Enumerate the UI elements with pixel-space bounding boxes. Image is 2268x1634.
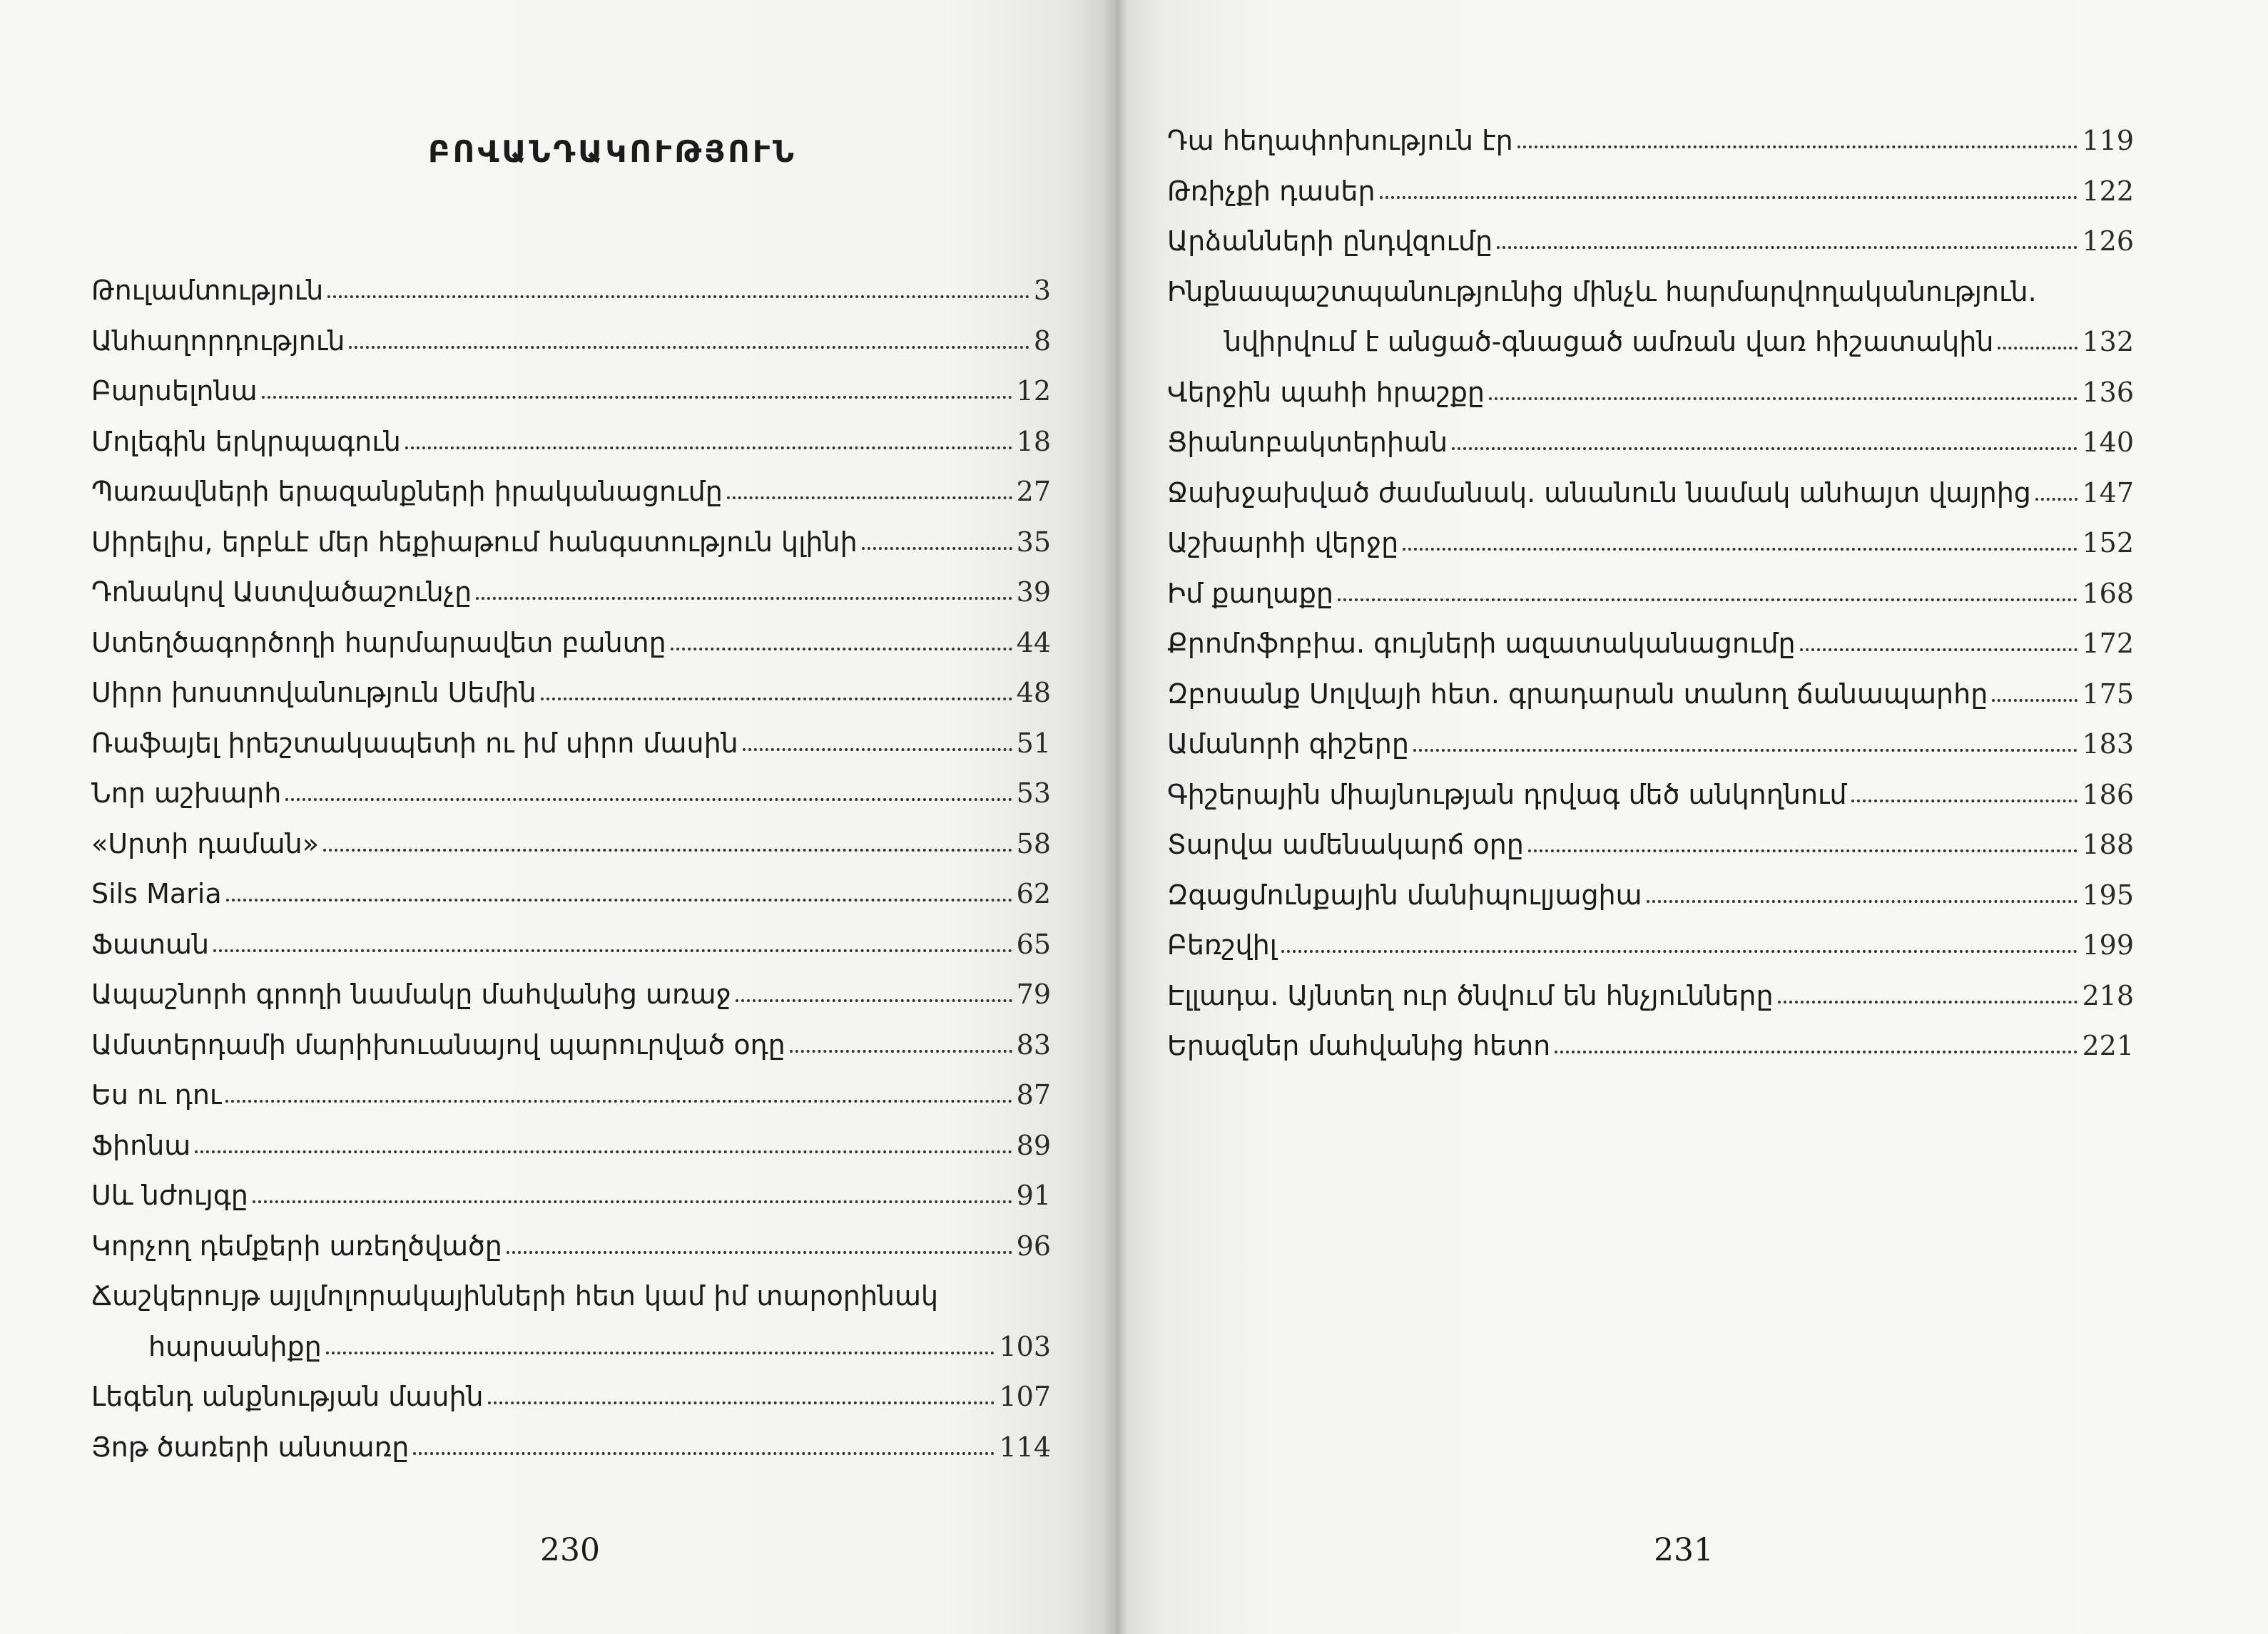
toc-entry <box>91 1271 1051 1322</box>
toc-entry <box>91 768 1051 819</box>
toc-right-list <box>1167 116 2134 1071</box>
toc-entry <box>1167 618 2134 669</box>
dot-leader <box>1778 1001 2078 1004</box>
toc-entry <box>1167 669 2134 720</box>
toc-entry-title: Ցիանոբակտերիան <box>1167 427 1448 458</box>
toc-entry-page: 218 <box>2082 979 2134 1011</box>
toc-entry-page: 103 <box>999 1330 1051 1362</box>
dot-leader <box>671 648 1012 650</box>
dot-leader <box>1998 347 2078 349</box>
dot-leader <box>1647 900 2078 903</box>
toc-entry <box>91 1070 1051 1120</box>
toc-entry-title: Պառավների երազանքների իրականացումը <box>91 476 723 507</box>
toc-entry <box>91 969 1051 1020</box>
toc-entry <box>91 618 1051 668</box>
toc-entry-title: Ես ու դու <box>91 1079 222 1110</box>
toc-entry-page: 147 <box>2082 476 2134 509</box>
toc-entry <box>91 366 1051 417</box>
dot-leader <box>476 597 1012 600</box>
toc-entry <box>1167 468 2134 519</box>
toc-entry <box>91 316 1051 367</box>
toc-entry-page: 221 <box>2082 1030 2134 1061</box>
dot-leader <box>253 1200 1012 1203</box>
toc-entry-page: 87 <box>1016 1079 1051 1110</box>
toc-entry-page: 114 <box>999 1431 1051 1463</box>
toc-entry-title: Դոնակով Աստվածաշունչը <box>91 576 472 608</box>
toc-entry <box>91 1372 1051 1422</box>
toc-entry <box>91 819 1051 869</box>
toc-entry-title: Սև նժույգը <box>91 1180 248 1211</box>
dot-leader <box>1281 950 2078 953</box>
toc-entry-page: 107 <box>999 1381 1051 1412</box>
contents-title: ԲՈՎԱՆԴԱԿՈՒԹՅՈՒՆ <box>428 134 798 169</box>
toc-entry <box>1167 719 2134 770</box>
toc-entry-page: 44 <box>1016 626 1051 658</box>
dot-leader <box>790 1050 1012 1053</box>
dot-leader <box>1992 699 2078 702</box>
toc-entry-title: Վերջին պահի հրաշքը <box>1167 376 1485 408</box>
toc-entry <box>1167 417 2134 468</box>
toc-entry-page: 119 <box>2082 125 2134 156</box>
book-gutter <box>1104 0 1127 1634</box>
toc-entry-title: Ֆիոնա <box>91 1129 191 1161</box>
toc-entry-title: Բեռշվիլ <box>1167 929 1277 961</box>
toc-entry-page: 172 <box>2082 628 2134 659</box>
toc-entry <box>91 869 1051 919</box>
toc-entry <box>91 567 1051 618</box>
toc-entry-title: Ֆատան <box>91 928 210 960</box>
toc-entry-title: Մոլեգին երկրպագուն <box>91 425 401 457</box>
toc-entry-page: 79 <box>1016 979 1051 1010</box>
toc-entry-title: Տարվա ամենակարճ օրը <box>1167 829 1524 860</box>
toc-entry-page: 39 <box>1016 576 1051 608</box>
toc-entry <box>1167 267 2134 317</box>
toc-entry-title: Լեգենդ անքնության մասին <box>91 1381 484 1412</box>
toc-entry-page: 53 <box>1016 777 1051 809</box>
toc-entry-page: 96 <box>1016 1230 1051 1262</box>
toc-entry-title: Արձանների ընդվզումը <box>1167 225 1493 257</box>
toc-entry-page: 51 <box>1016 727 1051 759</box>
dot-leader <box>743 748 1012 751</box>
dot-leader <box>1338 598 2078 601</box>
toc-entry-title: Էլլադա. Այնտեղ ուր ծնվում են հնչյունները <box>1167 979 1774 1011</box>
toc-entry-page: 136 <box>2082 376 2134 408</box>
dot-leader <box>326 1352 995 1354</box>
page-number-left: 230 <box>540 1532 600 1568</box>
toc-entry-title-line1: Ճաշկերույթ այլմոլորակայինների հետ կամ իմ տարօրինակ <box>91 1280 939 1312</box>
toc-entry <box>1167 770 2134 820</box>
dot-leader <box>736 999 1012 1002</box>
toc-entry-page: 199 <box>2082 929 2134 961</box>
toc-entry <box>91 668 1051 718</box>
toc-entry-page: 175 <box>2082 678 2134 710</box>
toc-entry <box>91 466 1051 517</box>
toc-entry-title: Թռիչքի դասեր <box>1167 175 1375 207</box>
toc-entry-title: Ամանորի գիշերը <box>1167 728 1409 760</box>
toc-entry <box>91 1422 1051 1473</box>
dot-leader <box>1413 749 2078 752</box>
toc-entry-page: 132 <box>2082 326 2134 357</box>
dot-leader <box>226 899 1012 902</box>
dot-leader <box>488 1401 995 1404</box>
toc-entry-page: 188 <box>2082 829 2134 860</box>
toc-entry-title-line2: հարսանիքը <box>148 1330 322 1362</box>
toc-entry <box>1167 367 2134 418</box>
toc-entry-title: Երազներ մահվանից հետո <box>1167 1030 1551 1061</box>
dot-leader <box>285 798 1012 801</box>
toc-entry-title: Զգացմունքային մանիպուլյացիա <box>1167 879 1642 911</box>
toc-entry-title: Յոթ ծառերի անտառը <box>91 1431 410 1463</box>
toc-entry-page: 18 <box>1016 425 1051 457</box>
toc-entry-page: 152 <box>2082 527 2134 558</box>
toc-entry-page: 48 <box>1016 677 1051 708</box>
dot-leader <box>862 547 1012 550</box>
toc-entry-page: 122 <box>2082 175 2134 207</box>
toc-entry-title: Ամստերդամի մարիխուանայով պարուրված օդը <box>91 1028 785 1061</box>
dot-leader <box>1403 548 2078 551</box>
toc-entry <box>91 1322 1051 1372</box>
toc-entry-title: Սիրելիս, երբևէ մեր հեքիաթում հանգստություն կլինի <box>91 526 858 558</box>
toc-entry-page: 168 <box>2082 577 2134 609</box>
toc-entry-page: 91 <box>1016 1180 1051 1211</box>
toc-entry <box>1167 819 2134 870</box>
toc-entry-page: 8 <box>1033 325 1051 357</box>
toc-entry-title: Զբոսանք Սոլվայի հետ. գրադարան տանող ճանապարհը <box>1167 678 1988 710</box>
toc-entry-page: 183 <box>2082 728 2134 760</box>
toc-entry <box>91 417 1051 467</box>
toc-entry-title: Քրոմոֆոբիա. գույների ազատականացումը <box>1167 628 1796 659</box>
toc-entry-page: 89 <box>1016 1129 1051 1161</box>
page-number-right: 231 <box>1654 1532 1714 1568</box>
toc-entry <box>1167 920 2134 971</box>
dot-leader <box>507 1251 1012 1254</box>
dot-leader <box>1517 145 2078 148</box>
toc-entry <box>91 919 1051 970</box>
toc-entry-title: Ջախջախված ժամանակ. անանուն նամակ անհայտ վայրից <box>1167 476 2031 509</box>
toc-entry-page: 65 <box>1016 928 1051 960</box>
toc-entry-title: Նոր աշխարհ <box>91 777 282 809</box>
toc-entry-title: Sils Maria <box>91 878 222 909</box>
toc-entry-page: 35 <box>1016 526 1051 558</box>
dot-leader <box>1452 447 2078 450</box>
toc-entry <box>1167 317 2134 367</box>
toc-left-list <box>91 265 1051 1472</box>
dot-leader <box>349 346 1029 349</box>
toc-entry <box>91 517 1051 568</box>
dot-leader <box>225 1100 1012 1103</box>
toc-entry-title: Սիրո խոստովանություն Սեմին <box>91 677 537 708</box>
toc-entry <box>91 1120 1051 1171</box>
dot-leader <box>1497 246 2078 249</box>
toc-entry <box>1167 568 2134 619</box>
toc-entry-title: Անհաղորդություն <box>91 325 345 357</box>
dot-leader <box>327 295 1029 298</box>
toc-entry-page: 195 <box>2082 879 2134 911</box>
dot-leader <box>1851 800 2078 802</box>
dot-leader <box>323 849 1012 852</box>
toc-entry-page: 186 <box>2082 778 2134 810</box>
toc-entry <box>1167 166 2134 217</box>
toc-entry <box>1167 518 2134 568</box>
toc-entry-page: 62 <box>1016 878 1051 909</box>
toc-entry-title: «Սրտի դաման» <box>91 827 319 859</box>
toc-entry <box>1167 216 2134 267</box>
dot-leader <box>1800 648 2078 651</box>
toc-entry-title: Բարսելոնա <box>91 375 258 407</box>
dot-leader <box>1380 196 2078 199</box>
toc-entry <box>91 1020 1051 1071</box>
toc-entry-page: 140 <box>2082 427 2134 458</box>
dot-leader <box>262 396 1012 399</box>
toc-entry-title-line2: նվիրվում է անցած-գնացած ամռան վառ հիշատակին <box>1224 326 1994 357</box>
dot-leader <box>195 1150 1012 1153</box>
toc-entry-title: Աշխարհի վերջը <box>1167 527 1399 558</box>
dot-leader <box>213 949 1012 952</box>
toc-entry-page: 126 <box>2082 225 2134 257</box>
toc-entry <box>1167 870 2134 921</box>
toc-entry-page: 58 <box>1016 827 1051 859</box>
toc-entry-title: Թուլամտություն <box>91 275 324 306</box>
dot-leader <box>1528 849 2078 852</box>
toc-entry <box>91 265 1051 316</box>
toc-entry-title: Դա հեղափոխություն էր <box>1167 125 1513 156</box>
toc-entry-page: 3 <box>1033 275 1051 306</box>
toc-entry-title-line1: Ինքնապաշտպանությունից մինչև հարմարվողականություն. <box>1167 275 2037 307</box>
toc-entry <box>91 1221 1051 1272</box>
toc-entry <box>1167 971 2134 1021</box>
dot-leader <box>541 698 1012 700</box>
toc-entry-page: 27 <box>1016 476 1051 507</box>
dot-leader <box>2035 498 2078 501</box>
toc-entry-page: 12 <box>1016 375 1051 407</box>
toc-entry-title: Ապաշնորհ գրողի նամակը մահվանից առաջ <box>91 979 731 1010</box>
dot-leader <box>413 1452 995 1455</box>
dot-leader <box>727 496 1012 499</box>
toc-entry-title: Ռաֆայել իրեշտակապետի ու իմ սիրո մասին <box>91 727 738 759</box>
toc-entry <box>1167 116 2134 166</box>
toc-entry-title: Կորչող դեմքերի առեղծվածը <box>91 1230 502 1262</box>
dot-leader <box>405 446 1012 449</box>
toc-entry-title: Գիշերային միայնության դրվագ մեծ անկողնում <box>1167 778 1847 810</box>
dot-leader <box>1555 1051 2078 1053</box>
toc-entry <box>1167 1021 2134 1071</box>
toc-entry-title: Ստեղծագործողի հարմարավետ բանտը <box>91 626 666 658</box>
toc-entry-title: Իմ քաղաքը <box>1167 577 1333 609</box>
toc-entry-page: 83 <box>1016 1028 1051 1061</box>
toc-entry <box>91 1170 1051 1221</box>
toc-entry <box>91 718 1051 769</box>
dot-leader <box>1489 397 2078 400</box>
